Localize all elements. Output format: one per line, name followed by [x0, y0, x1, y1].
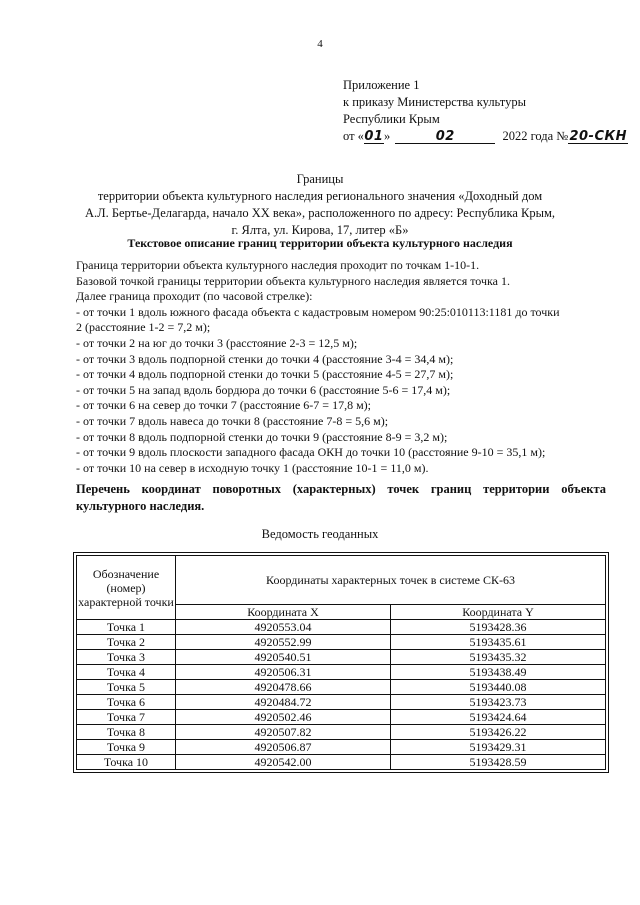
table-caption: Ведомость геоданных — [261, 527, 379, 541]
section-subheading: Текстовое описание границ территории объекта культурного наследия — [127, 236, 513, 250]
x-cell: 4920540.51 — [176, 650, 391, 665]
description-line: Далее граница проходит (по часовой стрелке): — [76, 289, 313, 304]
description-line: 2 (расстояние 1-2 = 7,2 м); — [76, 320, 211, 335]
y-cell: 5193440.08 — [391, 680, 606, 695]
table-row — [77, 620, 606, 635]
description-line: - от точки 2 на юг до точки 3 (расстояние 2-3 = 12,5 м); — [76, 335, 358, 350]
point-cell: Точка 6 — [77, 695, 176, 710]
table-row — [77, 725, 606, 740]
x-cell: 4920502.46 — [176, 710, 391, 725]
date-prefix: от « — [343, 129, 364, 143]
date-year: 2022 года № — [502, 129, 569, 143]
y-cell: 5193428.59 — [391, 755, 606, 770]
table-row — [77, 650, 606, 665]
title-line-1: Границы — [296, 172, 344, 186]
y-cell: 5193428.36 — [391, 620, 606, 635]
point-cell: Точка 9 — [77, 740, 176, 755]
table-row — [77, 710, 606, 725]
description-line: Базовой точкой границы территории объекта культурного наследия является точка 1. — [76, 273, 510, 288]
x-cell: 4920506.87 — [176, 740, 391, 755]
point-cell: Точка 4 — [77, 665, 176, 680]
boundary-description — [76, 258, 606, 476]
table-row — [77, 755, 606, 770]
title-line-2: территории объекта культурного наследия регионального значения «Доходный дом — [97, 189, 543, 203]
date-day: 01 — [364, 129, 384, 144]
point-cell: Точка 1 — [77, 620, 176, 635]
title-line-4: г. Ялта, ул. Кирова, 17, литер «Б» — [231, 223, 409, 237]
x-cell: 4920478.66 — [176, 680, 391, 695]
description-line: - от точки 1 вдоль южного фасада объекта с кадастровым номером 90:25:010113:1181 до точки — [76, 304, 560, 319]
y-cell: 5193438.49 — [391, 665, 606, 680]
table-row — [77, 695, 606, 710]
point-cell: Точка 7 — [77, 710, 176, 725]
x-cell: 4920553.04 — [176, 620, 391, 635]
y-cell: 5193435.32 — [391, 650, 606, 665]
appendix-line-2: к приказу Министерства культуры — [343, 95, 526, 109]
y-cell: 5193429.31 — [391, 740, 606, 755]
coordinates-list-heading: Перечень координат поворотных (характерных) точек границ территории объекта культурного наследия. — [76, 482, 606, 513]
date-quote: » — [383, 129, 391, 143]
description-line: - от точки 8 вдоль подпорной стенки до точки 9 (расстояние 8-9 = 3,2 м); — [76, 429, 448, 444]
description-line: - от точки 9 вдоль плоскости западного фасада ОКН до точки 10 (расстояние 9-10 = 35,1 м); — [76, 445, 546, 460]
point-cell: Точка 3 — [77, 650, 176, 665]
header-x: Координата X — [176, 605, 391, 620]
geodata-table — [76, 555, 606, 770]
description-line: - от точки 3 вдоль подпорной стенки до точки 4 (расстояние 3-4 = 34,4 м); — [76, 351, 454, 366]
point-cell: Точка 8 — [77, 725, 176, 740]
point-cell: Точка 10 — [77, 755, 176, 770]
title-line-3: А.Л. Бертье-Делагарда, начало XX века», расположенного по адресу: Республика Крым, — [84, 206, 556, 220]
appendix-block — [343, 77, 628, 145]
table-body — [77, 620, 606, 770]
y-cell: 5193424.64 — [391, 710, 606, 725]
x-cell: 4920507.82 — [176, 725, 391, 740]
x-cell: 4920506.31 — [176, 665, 391, 680]
point-cell: Точка 2 — [77, 635, 176, 650]
description-line: Граница территории объекта культурного наследия проходит по точкам 1-10-1. — [76, 258, 480, 272]
point-cell: Точка 5 — [77, 680, 176, 695]
description-line: - от точки 10 на север в исходную точку 1 (расстояние 10-1 = 11,0 м). — [76, 460, 429, 475]
table-row — [77, 740, 606, 755]
y-cell: 5193423.73 — [391, 695, 606, 710]
y-cell: 5193435.61 — [391, 635, 606, 650]
header-y: Координата Y — [391, 605, 606, 620]
header-designation: Обозначение (номер) характерной точки — [77, 556, 176, 620]
table-row — [77, 680, 606, 695]
order-number: 20-СКН — [569, 129, 627, 144]
header-coordinates: Координаты характерных точек в системе СК-63 — [176, 556, 606, 605]
description-line: - от точки 5 на запад вдоль бордюра до точки 6 (расстояние 5-6 = 17,4 м); — [76, 382, 451, 397]
description-line: - от точки 7 вдоль навеса до точки 8 (расстояние 7-8 = 5,6 м); — [76, 413, 389, 428]
description-line: - от точки 4 вдоль подпорной стенки до точки 5 (расстояние 4-5 = 27,7 м); — [76, 367, 454, 382]
page-number: 4 — [317, 38, 323, 50]
x-cell: 4920552.99 — [176, 635, 391, 650]
table-row — [77, 665, 606, 680]
date-month: 02 — [395, 130, 495, 144]
appendix-line-3: Республики Крым — [343, 112, 440, 126]
x-cell: 4920542.00 — [176, 755, 391, 770]
table-row — [77, 635, 606, 650]
y-cell: 5193426.22 — [391, 725, 606, 740]
description-line: - от точки 6 на север до точки 7 (расстояние 6-7 = 17,8 м); — [76, 398, 371, 413]
appendix-line-1: Приложение 1 — [343, 78, 420, 92]
document-title — [60, 171, 580, 239]
appendix-date-line — [343, 128, 628, 145]
x-cell: 4920484.72 — [176, 695, 391, 710]
